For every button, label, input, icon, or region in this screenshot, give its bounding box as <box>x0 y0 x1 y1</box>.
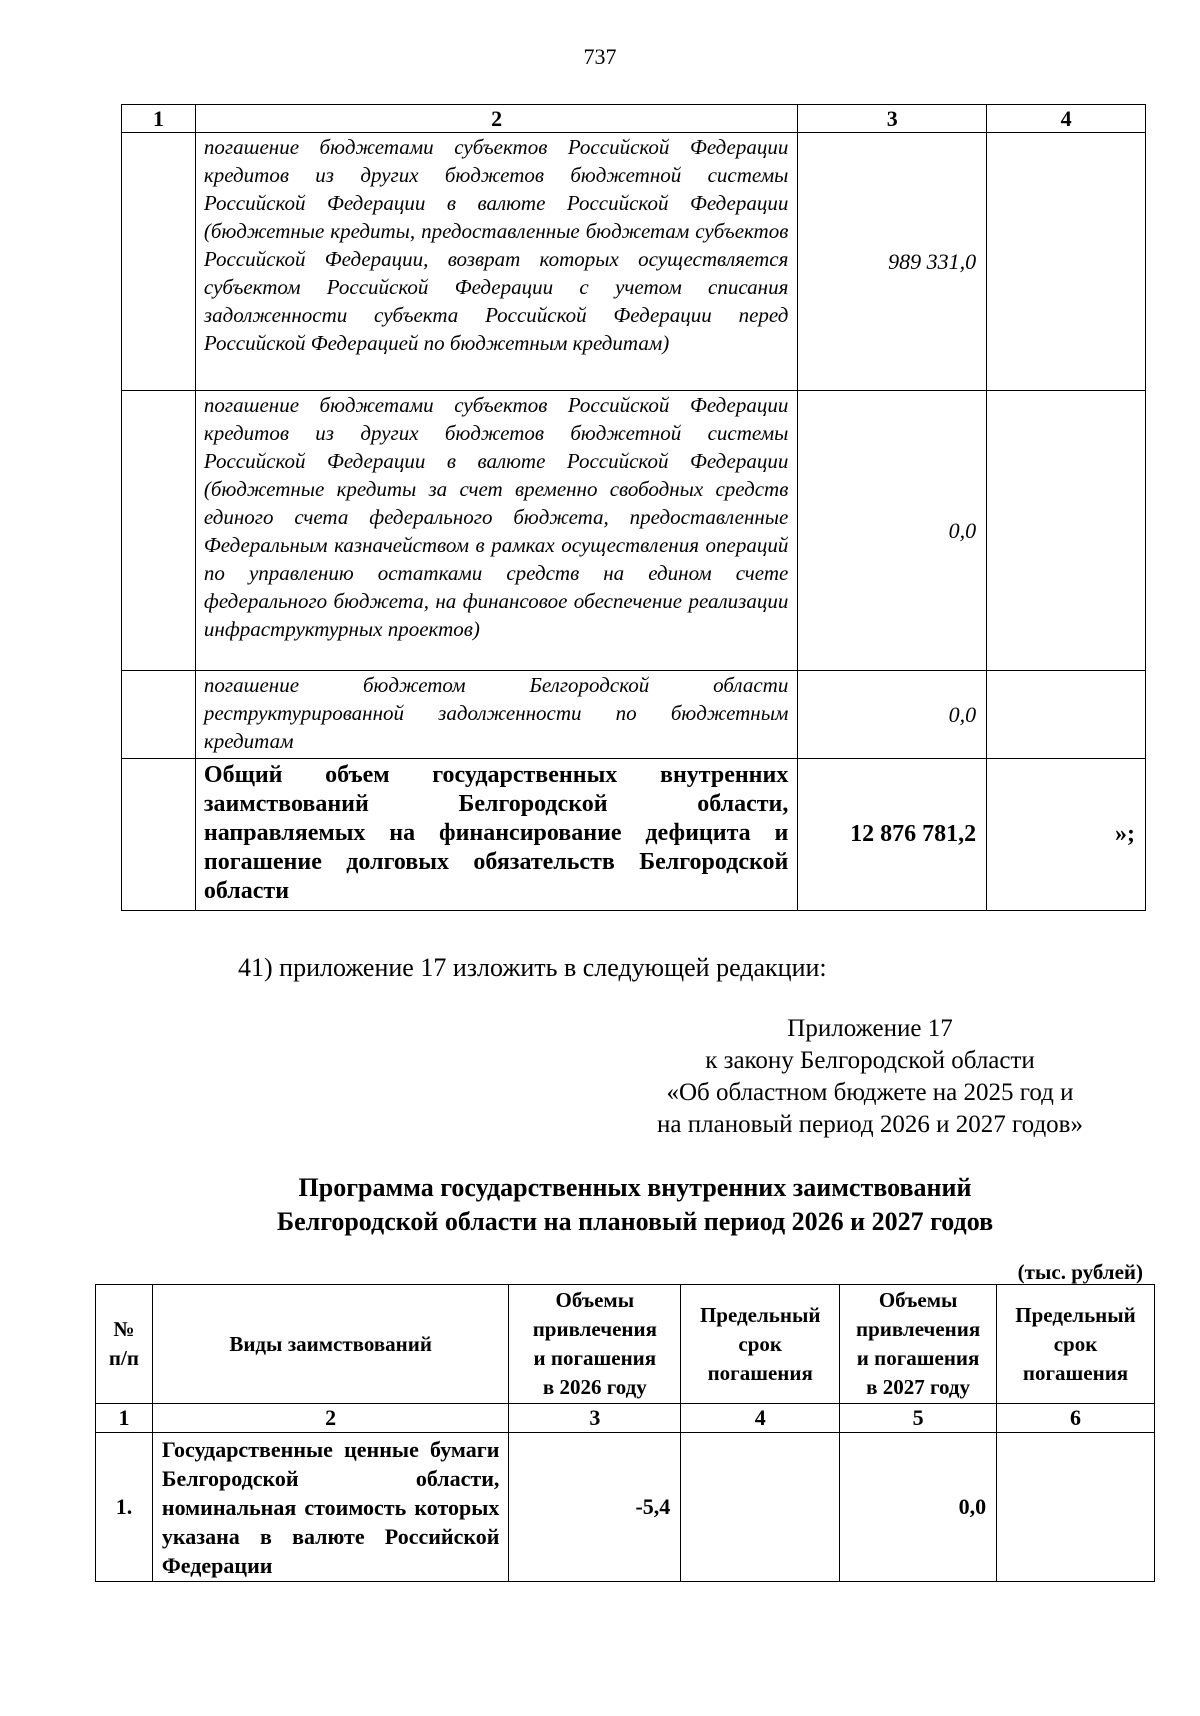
total-row <box>122 759 1146 911</box>
header-term-2026: Предельный срок погашения <box>681 1285 840 1404</box>
row-extra-cell <box>987 133 1146 391</box>
row-volume-2027: 0,0 <box>840 1433 997 1582</box>
row-index-cell <box>122 133 196 391</box>
row-value: 0,0 <box>798 671 987 759</box>
column-number-1: 1 <box>96 1404 153 1433</box>
column-number-1: 1 <box>122 105 196 133</box>
page-number: 737 <box>583 44 617 69</box>
column-number-6: 6 <box>997 1404 1155 1433</box>
row-extra-cell <box>987 391 1146 671</box>
header-number: № п/п <box>96 1285 153 1404</box>
column-number-5: 5 <box>840 1404 997 1433</box>
borrowing-repayment-table <box>121 104 1146 911</box>
header-term-2027: Предельный срок погашения <box>997 1285 1155 1404</box>
header-borrowing-kind: Виды заимствований <box>152 1285 509 1404</box>
program-title <box>0 1171 1200 1239</box>
table-row <box>122 133 1146 391</box>
column-number-2: 2 <box>195 105 797 133</box>
borrowing-program-table <box>95 1284 1155 1582</box>
row-value: 0,0 <box>798 391 987 671</box>
appendix-line: к закону Белгородской области <box>705 1047 1035 1074</box>
row-volume-2026: -5,4 <box>509 1433 681 1582</box>
row-index-cell <box>122 759 196 911</box>
row-name: Государственные ценные бумаги Белгородской области, номинальная стоимость которых указана в валюте Российской Федерации <box>152 1433 509 1582</box>
row-term-2026 <box>681 1433 840 1582</box>
row-index-cell <box>122 391 196 671</box>
table-row <box>96 1433 1155 1582</box>
row-description: погашение бюджетами субъектов Российской Федерации кредитов из других бюджетов бюджетной системы Российской Федерации в валюте Российской Федерации (бюджетные кредиты, предоставленные бюджетам субъектов Российской Федерации, возврат которых осуществляется субъектом Российской Федерации с учетом списания задолженности субъекта Российской Федерации перед Российской Федерацией по бюджетным кредитам) <box>195 133 797 391</box>
appendix-heading <box>560 1013 1180 1141</box>
total-value: 12 876 781,2 <box>798 759 987 911</box>
appendix-line: «Об областном бюджете на 2025 год и <box>666 1079 1074 1106</box>
column-number-3: 3 <box>509 1404 681 1433</box>
appendix-line: Приложение 17 <box>787 1015 953 1042</box>
row-extra-cell <box>987 671 1146 759</box>
row-description: погашение бюджетами субъектов Российской Федерации кредитов из других бюджетов бюджетной системы Российской Федерации в валюте Российской Федерации (бюджетные кредиты за счет временно свободных средств единого счета федерального бюджета, предоставленные Федеральным казначейством в рамках осуществления операций по управлению остатками средств на едином счете федерального бюджета, на финансовое обеспечение реализации инфраструктурных проектов) <box>195 391 797 671</box>
table-row <box>122 391 1146 671</box>
header-volume-2027: Объемы привлечения и погашения в 2027 году <box>840 1285 997 1404</box>
row-description: погашение бюджетом Белгородской области реструктурированной задолженности по бюджетным кредитам <box>195 671 797 759</box>
program-title-line: Белгородской области на плановый период 2026 и 2027 годов <box>276 1207 994 1236</box>
table-row <box>122 671 1146 759</box>
header-volume-2026: Объемы привлечения и погашения в 2026 году <box>509 1285 681 1404</box>
table-header-row <box>122 105 1146 133</box>
total-description: Общий объем государственных внутренних заимствований Белгородской области, направляемых на финансирование дефицита и погашение долговых обязательств Белгородской области <box>195 759 797 911</box>
program-title-line: Программа государственных внутренних заимствований <box>298 1173 972 1202</box>
amendment-paragraph: 41) приложение 17 изложить в следующей редакции: <box>238 953 827 982</box>
table-header-row <box>96 1285 1155 1404</box>
row-term-2027 <box>997 1433 1155 1582</box>
row-value: 989 331,0 <box>798 133 987 391</box>
column-number-4: 4 <box>681 1404 840 1433</box>
column-numbers-row <box>96 1404 1155 1433</box>
column-number-2: 2 <box>152 1404 509 1433</box>
row-index-cell <box>122 671 196 759</box>
row-number: 1. <box>96 1433 153 1582</box>
closing-quote: »; <box>987 759 1146 911</box>
column-number-4: 4 <box>987 105 1146 133</box>
column-number-3: 3 <box>798 105 987 133</box>
units-label: (тыс. рублей) <box>1017 1260 1143 1284</box>
appendix-line: на плановый период 2026 и 2027 годов» <box>657 1111 1083 1138</box>
